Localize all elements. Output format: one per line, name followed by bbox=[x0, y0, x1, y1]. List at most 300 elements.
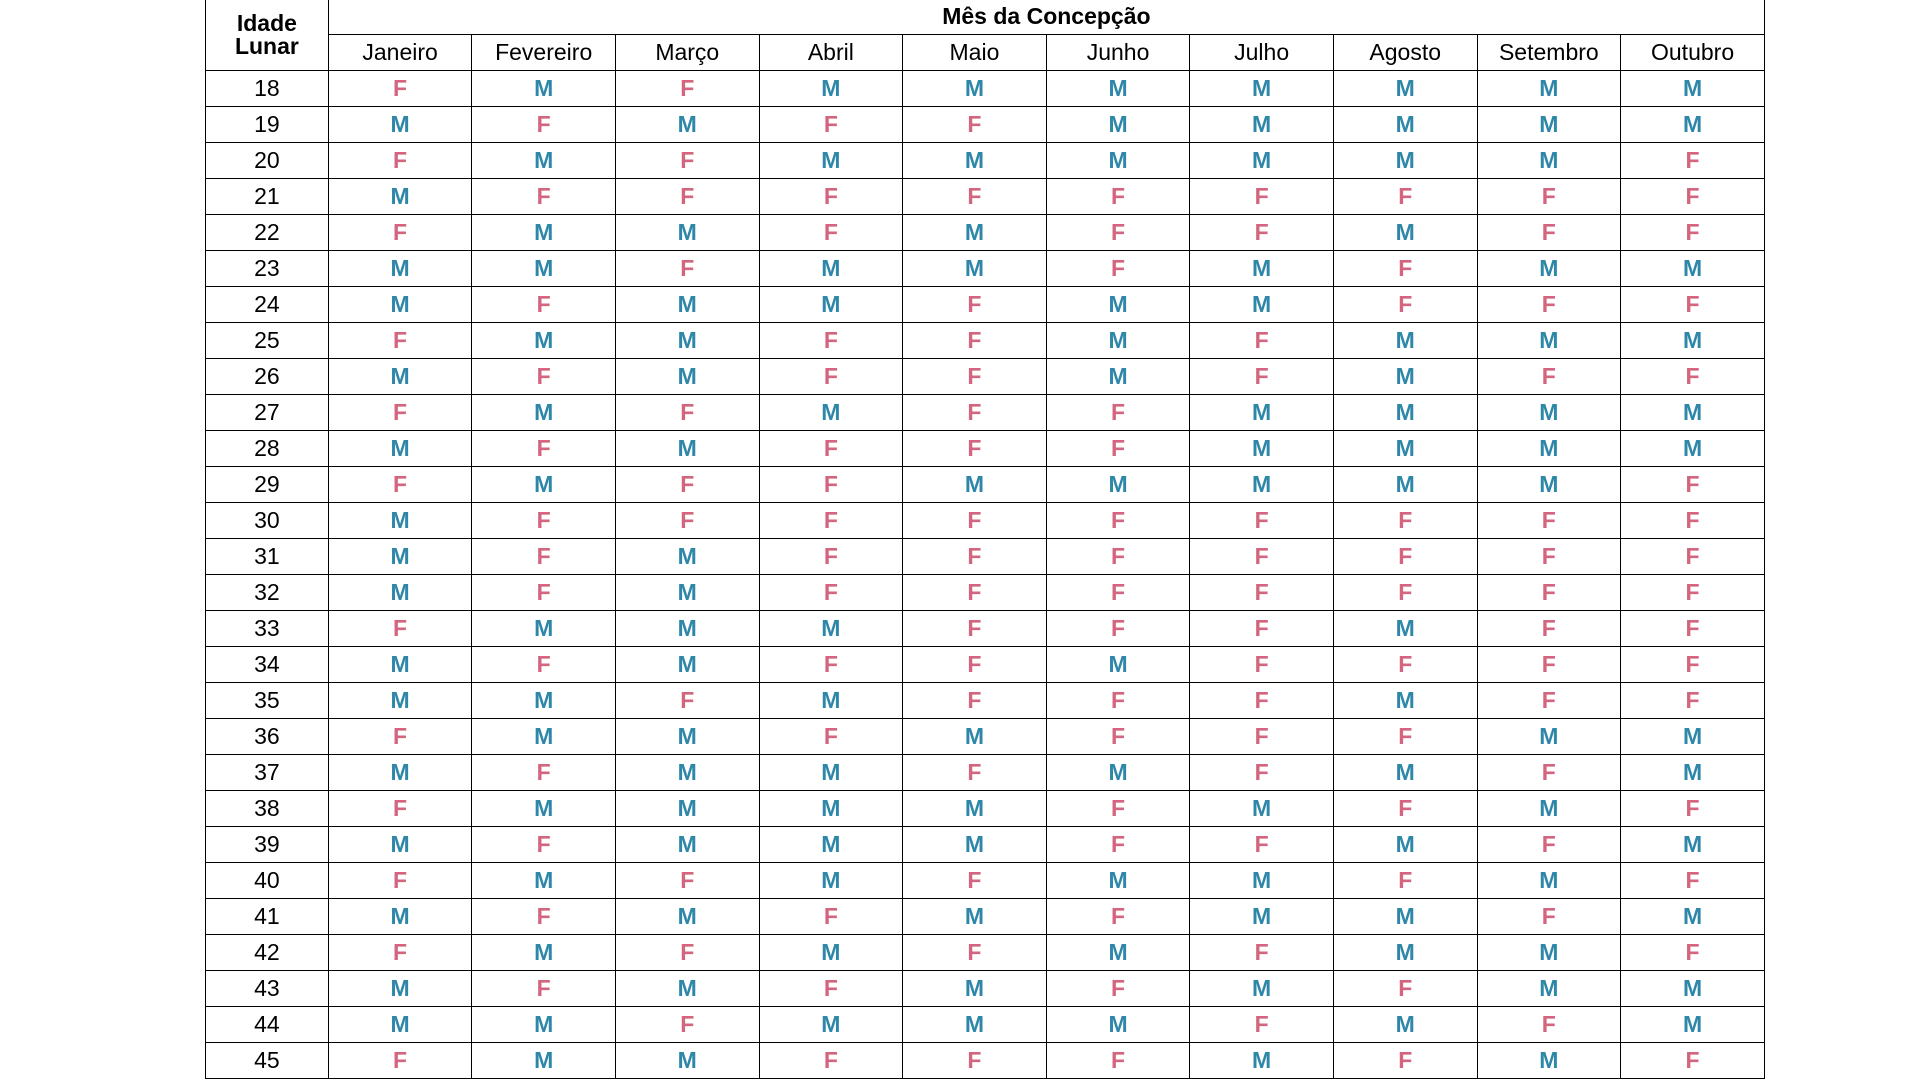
gender-cell bbox=[615, 611, 759, 647]
gender-cell bbox=[1333, 935, 1477, 971]
table-row bbox=[206, 539, 1765, 575]
gender-cell bbox=[472, 359, 616, 395]
male-marker: M bbox=[1682, 903, 1703, 929]
row-lunar-age: 45 bbox=[206, 1043, 329, 1079]
gender-cell bbox=[1190, 611, 1334, 647]
gender-cell bbox=[472, 143, 616, 179]
gender-cell bbox=[1621, 395, 1765, 431]
female-marker: F bbox=[1685, 291, 1700, 317]
header-month-marco: Março bbox=[615, 35, 759, 71]
header-month-outubro: Outubro bbox=[1621, 35, 1765, 71]
male-marker: M bbox=[1539, 111, 1559, 137]
gender-cell bbox=[903, 611, 1047, 647]
gender-cell bbox=[615, 827, 759, 863]
female-marker: F bbox=[1685, 507, 1700, 533]
female-marker: F bbox=[1254, 363, 1269, 389]
female-marker: F bbox=[823, 471, 838, 497]
gender-cell bbox=[472, 287, 616, 323]
male-marker: M bbox=[964, 75, 985, 101]
male-marker: M bbox=[1252, 1047, 1272, 1073]
female-marker: F bbox=[1111, 687, 1126, 713]
male-marker: M bbox=[1539, 471, 1559, 497]
gender-cell bbox=[1190, 467, 1334, 503]
male-marker: M bbox=[821, 759, 841, 785]
gender-cell bbox=[472, 395, 616, 431]
gender-cell bbox=[1621, 575, 1765, 611]
gender-cell bbox=[1190, 215, 1334, 251]
female-marker: F bbox=[1111, 255, 1126, 281]
male-marker: M bbox=[390, 651, 410, 677]
gender-cell bbox=[903, 1007, 1047, 1043]
gender-cell bbox=[1333, 323, 1477, 359]
gender-cell bbox=[759, 179, 903, 215]
gender-cell bbox=[1333, 467, 1477, 503]
gender-cell bbox=[1190, 143, 1334, 179]
male-marker: M bbox=[677, 795, 697, 821]
gender-cell bbox=[1621, 107, 1765, 143]
gender-cell bbox=[1333, 71, 1477, 107]
gender-cell bbox=[328, 683, 472, 719]
gender-cell bbox=[1621, 683, 1765, 719]
female-marker: F bbox=[536, 111, 551, 137]
gender-cell bbox=[1190, 827, 1334, 863]
gender-cell bbox=[759, 647, 903, 683]
gender-cell bbox=[615, 755, 759, 791]
female-marker: F bbox=[1254, 507, 1269, 533]
female-marker: F bbox=[1111, 795, 1126, 821]
gender-cell bbox=[1046, 287, 1190, 323]
male-marker: M bbox=[534, 795, 554, 821]
gender-cell bbox=[615, 71, 759, 107]
female-marker: F bbox=[967, 867, 982, 893]
gender-cell bbox=[1333, 215, 1477, 251]
table-row bbox=[206, 719, 1765, 755]
male-marker: M bbox=[964, 147, 985, 173]
female-marker: F bbox=[1111, 399, 1126, 425]
female-marker: F bbox=[1111, 579, 1126, 605]
gender-cell bbox=[615, 323, 759, 359]
gender-cell bbox=[1046, 899, 1190, 935]
gender-prediction-table bbox=[205, 0, 1765, 1079]
male-marker: M bbox=[821, 147, 841, 173]
female-marker: F bbox=[967, 363, 982, 389]
gender-cell bbox=[1621, 287, 1765, 323]
male-marker: M bbox=[390, 831, 410, 857]
gender-cell bbox=[903, 395, 1047, 431]
gender-cell bbox=[472, 791, 616, 827]
gender-cell bbox=[1621, 143, 1765, 179]
gender-cell bbox=[903, 323, 1047, 359]
female-marker: F bbox=[1541, 291, 1556, 317]
gender-cell bbox=[759, 359, 903, 395]
male-marker: M bbox=[1252, 399, 1272, 425]
male-marker: M bbox=[1539, 975, 1559, 1001]
gender-cell bbox=[1333, 503, 1477, 539]
gender-cell bbox=[903, 467, 1047, 503]
female-marker: F bbox=[1254, 759, 1269, 785]
gender-cell bbox=[1046, 71, 1190, 107]
gender-cell bbox=[1190, 431, 1334, 467]
female-marker: F bbox=[1254, 543, 1269, 569]
female-marker: F bbox=[1685, 687, 1700, 713]
female-marker: F bbox=[393, 867, 408, 893]
gender-cell bbox=[472, 863, 616, 899]
gender-cell bbox=[328, 899, 472, 935]
gender-cell bbox=[1333, 1043, 1477, 1079]
gender-cell bbox=[1046, 575, 1190, 611]
gender-cell bbox=[1477, 179, 1621, 215]
gender-cell bbox=[1333, 539, 1477, 575]
female-marker: F bbox=[1398, 867, 1413, 893]
gender-cell bbox=[1477, 323, 1621, 359]
female-marker: F bbox=[1685, 651, 1700, 677]
male-marker: M bbox=[1539, 939, 1559, 965]
male-marker: M bbox=[677, 903, 697, 929]
male-marker: M bbox=[534, 723, 554, 749]
male-marker: M bbox=[677, 975, 697, 1001]
male-marker: M bbox=[677, 543, 697, 569]
female-marker: F bbox=[1541, 1011, 1556, 1037]
female-marker: F bbox=[1254, 615, 1269, 641]
gender-cell bbox=[1621, 1007, 1765, 1043]
female-marker: F bbox=[1111, 183, 1126, 209]
female-marker: F bbox=[1685, 615, 1700, 641]
male-marker: M bbox=[390, 435, 410, 461]
gender-cell bbox=[328, 755, 472, 791]
male-marker: M bbox=[677, 579, 697, 605]
male-marker: M bbox=[821, 1011, 841, 1037]
gender-cell bbox=[1046, 719, 1190, 755]
gender-cell bbox=[759, 971, 903, 1007]
gender-cell bbox=[1477, 647, 1621, 683]
gender-cell bbox=[759, 395, 903, 431]
female-marker: F bbox=[1254, 1011, 1269, 1037]
row-lunar-age: 31 bbox=[206, 539, 329, 575]
gender-cell bbox=[1333, 971, 1477, 1007]
male-marker: M bbox=[390, 903, 410, 929]
gender-cell bbox=[472, 431, 616, 467]
female-marker: F bbox=[1685, 543, 1700, 569]
male-marker: M bbox=[1252, 291, 1272, 317]
gender-cell bbox=[1621, 935, 1765, 971]
gender-cell bbox=[1190, 863, 1334, 899]
gender-cell bbox=[759, 827, 903, 863]
female-marker: F bbox=[1541, 183, 1556, 209]
male-marker: M bbox=[390, 579, 410, 605]
row-lunar-age: 28 bbox=[206, 431, 329, 467]
female-marker: F bbox=[967, 579, 982, 605]
table-row bbox=[206, 143, 1765, 179]
gender-cell bbox=[1190, 935, 1334, 971]
gender-cell bbox=[1333, 107, 1477, 143]
male-marker: M bbox=[1682, 759, 1703, 785]
gender-cell bbox=[1477, 791, 1621, 827]
female-marker: F bbox=[1685, 219, 1700, 245]
male-marker: M bbox=[534, 615, 554, 641]
gender-cell bbox=[903, 971, 1047, 1007]
gender-cell bbox=[472, 611, 616, 647]
gender-cell bbox=[1190, 683, 1334, 719]
row-lunar-age: 25 bbox=[206, 323, 329, 359]
female-marker: F bbox=[1541, 831, 1556, 857]
female-marker: F bbox=[1541, 543, 1556, 569]
table-row bbox=[206, 575, 1765, 611]
gender-cell bbox=[1333, 431, 1477, 467]
table-row bbox=[206, 107, 1765, 143]
gender-cell bbox=[472, 647, 616, 683]
gender-cell bbox=[1333, 647, 1477, 683]
female-marker: F bbox=[1398, 579, 1413, 605]
row-lunar-age: 26 bbox=[206, 359, 329, 395]
female-marker: F bbox=[680, 471, 695, 497]
male-marker: M bbox=[1395, 111, 1415, 137]
table-head bbox=[206, 0, 1765, 71]
gender-cell bbox=[903, 719, 1047, 755]
gender-cell bbox=[1046, 863, 1190, 899]
gender-cell bbox=[1333, 359, 1477, 395]
gender-cell bbox=[615, 935, 759, 971]
female-marker: F bbox=[1111, 903, 1126, 929]
gender-cell bbox=[472, 71, 616, 107]
male-marker: M bbox=[1539, 399, 1559, 425]
gender-cell bbox=[1621, 539, 1765, 575]
female-marker: F bbox=[1685, 1047, 1700, 1073]
gender-cell bbox=[1190, 575, 1334, 611]
gender-cell bbox=[472, 503, 616, 539]
male-marker: M bbox=[390, 363, 410, 389]
female-marker: F bbox=[1254, 723, 1269, 749]
table-header-row-months bbox=[206, 35, 1765, 71]
row-lunar-age: 29 bbox=[206, 467, 329, 503]
table-row bbox=[206, 215, 1765, 251]
gender-cell bbox=[472, 1007, 616, 1043]
row-lunar-age: 19 bbox=[206, 107, 329, 143]
female-marker: F bbox=[1111, 615, 1126, 641]
gender-cell bbox=[1621, 323, 1765, 359]
female-marker: F bbox=[680, 399, 695, 425]
female-marker: F bbox=[393, 219, 408, 245]
female-marker: F bbox=[967, 111, 982, 137]
gender-cell bbox=[328, 611, 472, 647]
female-marker: F bbox=[823, 327, 838, 353]
male-marker: M bbox=[1682, 399, 1703, 425]
table-row bbox=[206, 503, 1765, 539]
gender-cell bbox=[903, 575, 1047, 611]
gender-cell bbox=[328, 1007, 472, 1043]
gender-cell bbox=[759, 251, 903, 287]
female-marker: F bbox=[1111, 1047, 1126, 1073]
gender-cell bbox=[903, 215, 1047, 251]
row-lunar-age: 33 bbox=[206, 611, 329, 647]
gender-cell bbox=[472, 467, 616, 503]
gender-cell bbox=[1333, 611, 1477, 647]
gender-cell bbox=[759, 1007, 903, 1043]
gender-cell bbox=[759, 287, 903, 323]
gender-cell bbox=[903, 827, 1047, 863]
male-marker: M bbox=[1682, 1011, 1703, 1037]
gender-cell bbox=[1621, 971, 1765, 1007]
male-marker: M bbox=[390, 759, 410, 785]
female-marker: F bbox=[823, 507, 838, 533]
male-marker: M bbox=[390, 543, 410, 569]
male-marker: M bbox=[677, 759, 697, 785]
gender-cell bbox=[1046, 539, 1190, 575]
male-marker: M bbox=[1252, 471, 1272, 497]
female-marker: F bbox=[1398, 507, 1413, 533]
gender-cell bbox=[328, 215, 472, 251]
gender-cell bbox=[903, 359, 1047, 395]
male-marker: M bbox=[1395, 1011, 1415, 1037]
gender-cell bbox=[328, 827, 472, 863]
gender-cell bbox=[615, 647, 759, 683]
gender-cell bbox=[1046, 395, 1190, 431]
row-lunar-age: 44 bbox=[206, 1007, 329, 1043]
female-marker: F bbox=[393, 615, 408, 641]
gender-cell bbox=[1190, 899, 1334, 935]
female-marker: F bbox=[1398, 795, 1413, 821]
male-marker: M bbox=[677, 831, 697, 857]
row-lunar-age: 27 bbox=[206, 395, 329, 431]
female-marker: F bbox=[1398, 651, 1413, 677]
male-marker: M bbox=[1395, 939, 1415, 965]
gender-cell bbox=[472, 971, 616, 1007]
male-marker: M bbox=[964, 831, 985, 857]
male-marker: M bbox=[534, 1011, 554, 1037]
female-marker: F bbox=[967, 327, 982, 353]
male-marker: M bbox=[1539, 867, 1559, 893]
male-marker: M bbox=[1539, 147, 1559, 173]
gender-cell bbox=[472, 1043, 616, 1079]
male-marker: M bbox=[534, 399, 554, 425]
gender-cell bbox=[1190, 1007, 1334, 1043]
gender-cell bbox=[328, 935, 472, 971]
gender-cell bbox=[328, 791, 472, 827]
gender-cell bbox=[1190, 503, 1334, 539]
gender-cell bbox=[472, 935, 616, 971]
female-marker: F bbox=[680, 867, 695, 893]
female-marker: F bbox=[536, 507, 551, 533]
gender-cell bbox=[1333, 1007, 1477, 1043]
row-lunar-age: 32 bbox=[206, 575, 329, 611]
female-marker: F bbox=[823, 975, 838, 1001]
male-marker: M bbox=[1108, 867, 1128, 893]
gender-cell bbox=[615, 503, 759, 539]
male-marker: M bbox=[1682, 75, 1703, 101]
gender-cell bbox=[1333, 395, 1477, 431]
gender-cell bbox=[615, 1007, 759, 1043]
gender-cell bbox=[1477, 863, 1621, 899]
gender-cell bbox=[328, 323, 472, 359]
gender-cell bbox=[759, 1043, 903, 1079]
table-row bbox=[206, 323, 1765, 359]
male-marker: M bbox=[1395, 831, 1415, 857]
gender-cell bbox=[1190, 791, 1334, 827]
row-lunar-age: 35 bbox=[206, 683, 329, 719]
gender-cell bbox=[1477, 395, 1621, 431]
table-body bbox=[206, 71, 1765, 1079]
male-marker: M bbox=[534, 75, 554, 101]
table-row bbox=[206, 1043, 1765, 1079]
gender-cell bbox=[472, 215, 616, 251]
row-lunar-age: 43 bbox=[206, 971, 329, 1007]
female-marker: F bbox=[393, 399, 408, 425]
gender-cell bbox=[328, 719, 472, 755]
header-month-junho: Junho bbox=[1046, 35, 1190, 71]
gender-cell bbox=[1477, 215, 1621, 251]
header-month-julho: Julho bbox=[1190, 35, 1334, 71]
male-marker: M bbox=[1252, 903, 1272, 929]
female-marker: F bbox=[536, 579, 551, 605]
female-marker: F bbox=[1111, 975, 1126, 1001]
female-marker: F bbox=[393, 471, 408, 497]
female-marker: F bbox=[1541, 507, 1556, 533]
gender-cell bbox=[615, 683, 759, 719]
gender-cell bbox=[1621, 791, 1765, 827]
female-marker: F bbox=[967, 543, 982, 569]
gender-cell bbox=[1621, 611, 1765, 647]
female-marker: F bbox=[823, 111, 838, 137]
female-marker: F bbox=[1541, 219, 1556, 245]
gender-cell bbox=[1477, 611, 1621, 647]
gender-cell bbox=[1046, 179, 1190, 215]
gender-cell bbox=[903, 1043, 1047, 1079]
male-marker: M bbox=[964, 795, 985, 821]
gender-cell bbox=[1046, 431, 1190, 467]
male-marker: M bbox=[821, 795, 841, 821]
gender-cell bbox=[903, 755, 1047, 791]
table-header-row-title bbox=[206, 0, 1765, 35]
gender-cell bbox=[1621, 71, 1765, 107]
female-marker: F bbox=[967, 939, 982, 965]
gender-cell bbox=[1190, 251, 1334, 287]
gender-cell bbox=[1190, 647, 1334, 683]
gender-cell bbox=[1333, 719, 1477, 755]
female-marker: F bbox=[1254, 939, 1269, 965]
table-row bbox=[206, 971, 1765, 1007]
gender-cell bbox=[1046, 251, 1190, 287]
table-row bbox=[206, 935, 1765, 971]
female-marker: F bbox=[393, 75, 408, 101]
female-marker: F bbox=[823, 723, 838, 749]
gender-cell bbox=[903, 539, 1047, 575]
female-marker: F bbox=[823, 579, 838, 605]
gender-cell bbox=[903, 287, 1047, 323]
gender-cell bbox=[759, 935, 903, 971]
male-marker: M bbox=[1539, 435, 1559, 461]
male-marker: M bbox=[390, 291, 410, 317]
gender-cell bbox=[472, 899, 616, 935]
female-marker: F bbox=[393, 1047, 408, 1073]
header-lunar-age-line1: Idade bbox=[236, 9, 297, 36]
gender-cell bbox=[903, 647, 1047, 683]
gender-cell bbox=[1477, 971, 1621, 1007]
gender-cell bbox=[903, 179, 1047, 215]
gender-cell bbox=[1621, 1043, 1765, 1079]
female-marker: F bbox=[1685, 795, 1700, 821]
gender-cell bbox=[1190, 323, 1334, 359]
male-marker: M bbox=[1682, 723, 1703, 749]
gender-cell bbox=[472, 179, 616, 215]
gender-cell bbox=[1477, 143, 1621, 179]
female-marker: F bbox=[393, 939, 408, 965]
female-marker: F bbox=[823, 543, 838, 569]
female-marker: F bbox=[536, 183, 551, 209]
male-marker: M bbox=[1682, 255, 1703, 281]
male-marker: M bbox=[964, 1011, 985, 1037]
male-marker: M bbox=[1395, 615, 1415, 641]
female-marker: F bbox=[1254, 327, 1269, 353]
gender-cell bbox=[328, 179, 472, 215]
